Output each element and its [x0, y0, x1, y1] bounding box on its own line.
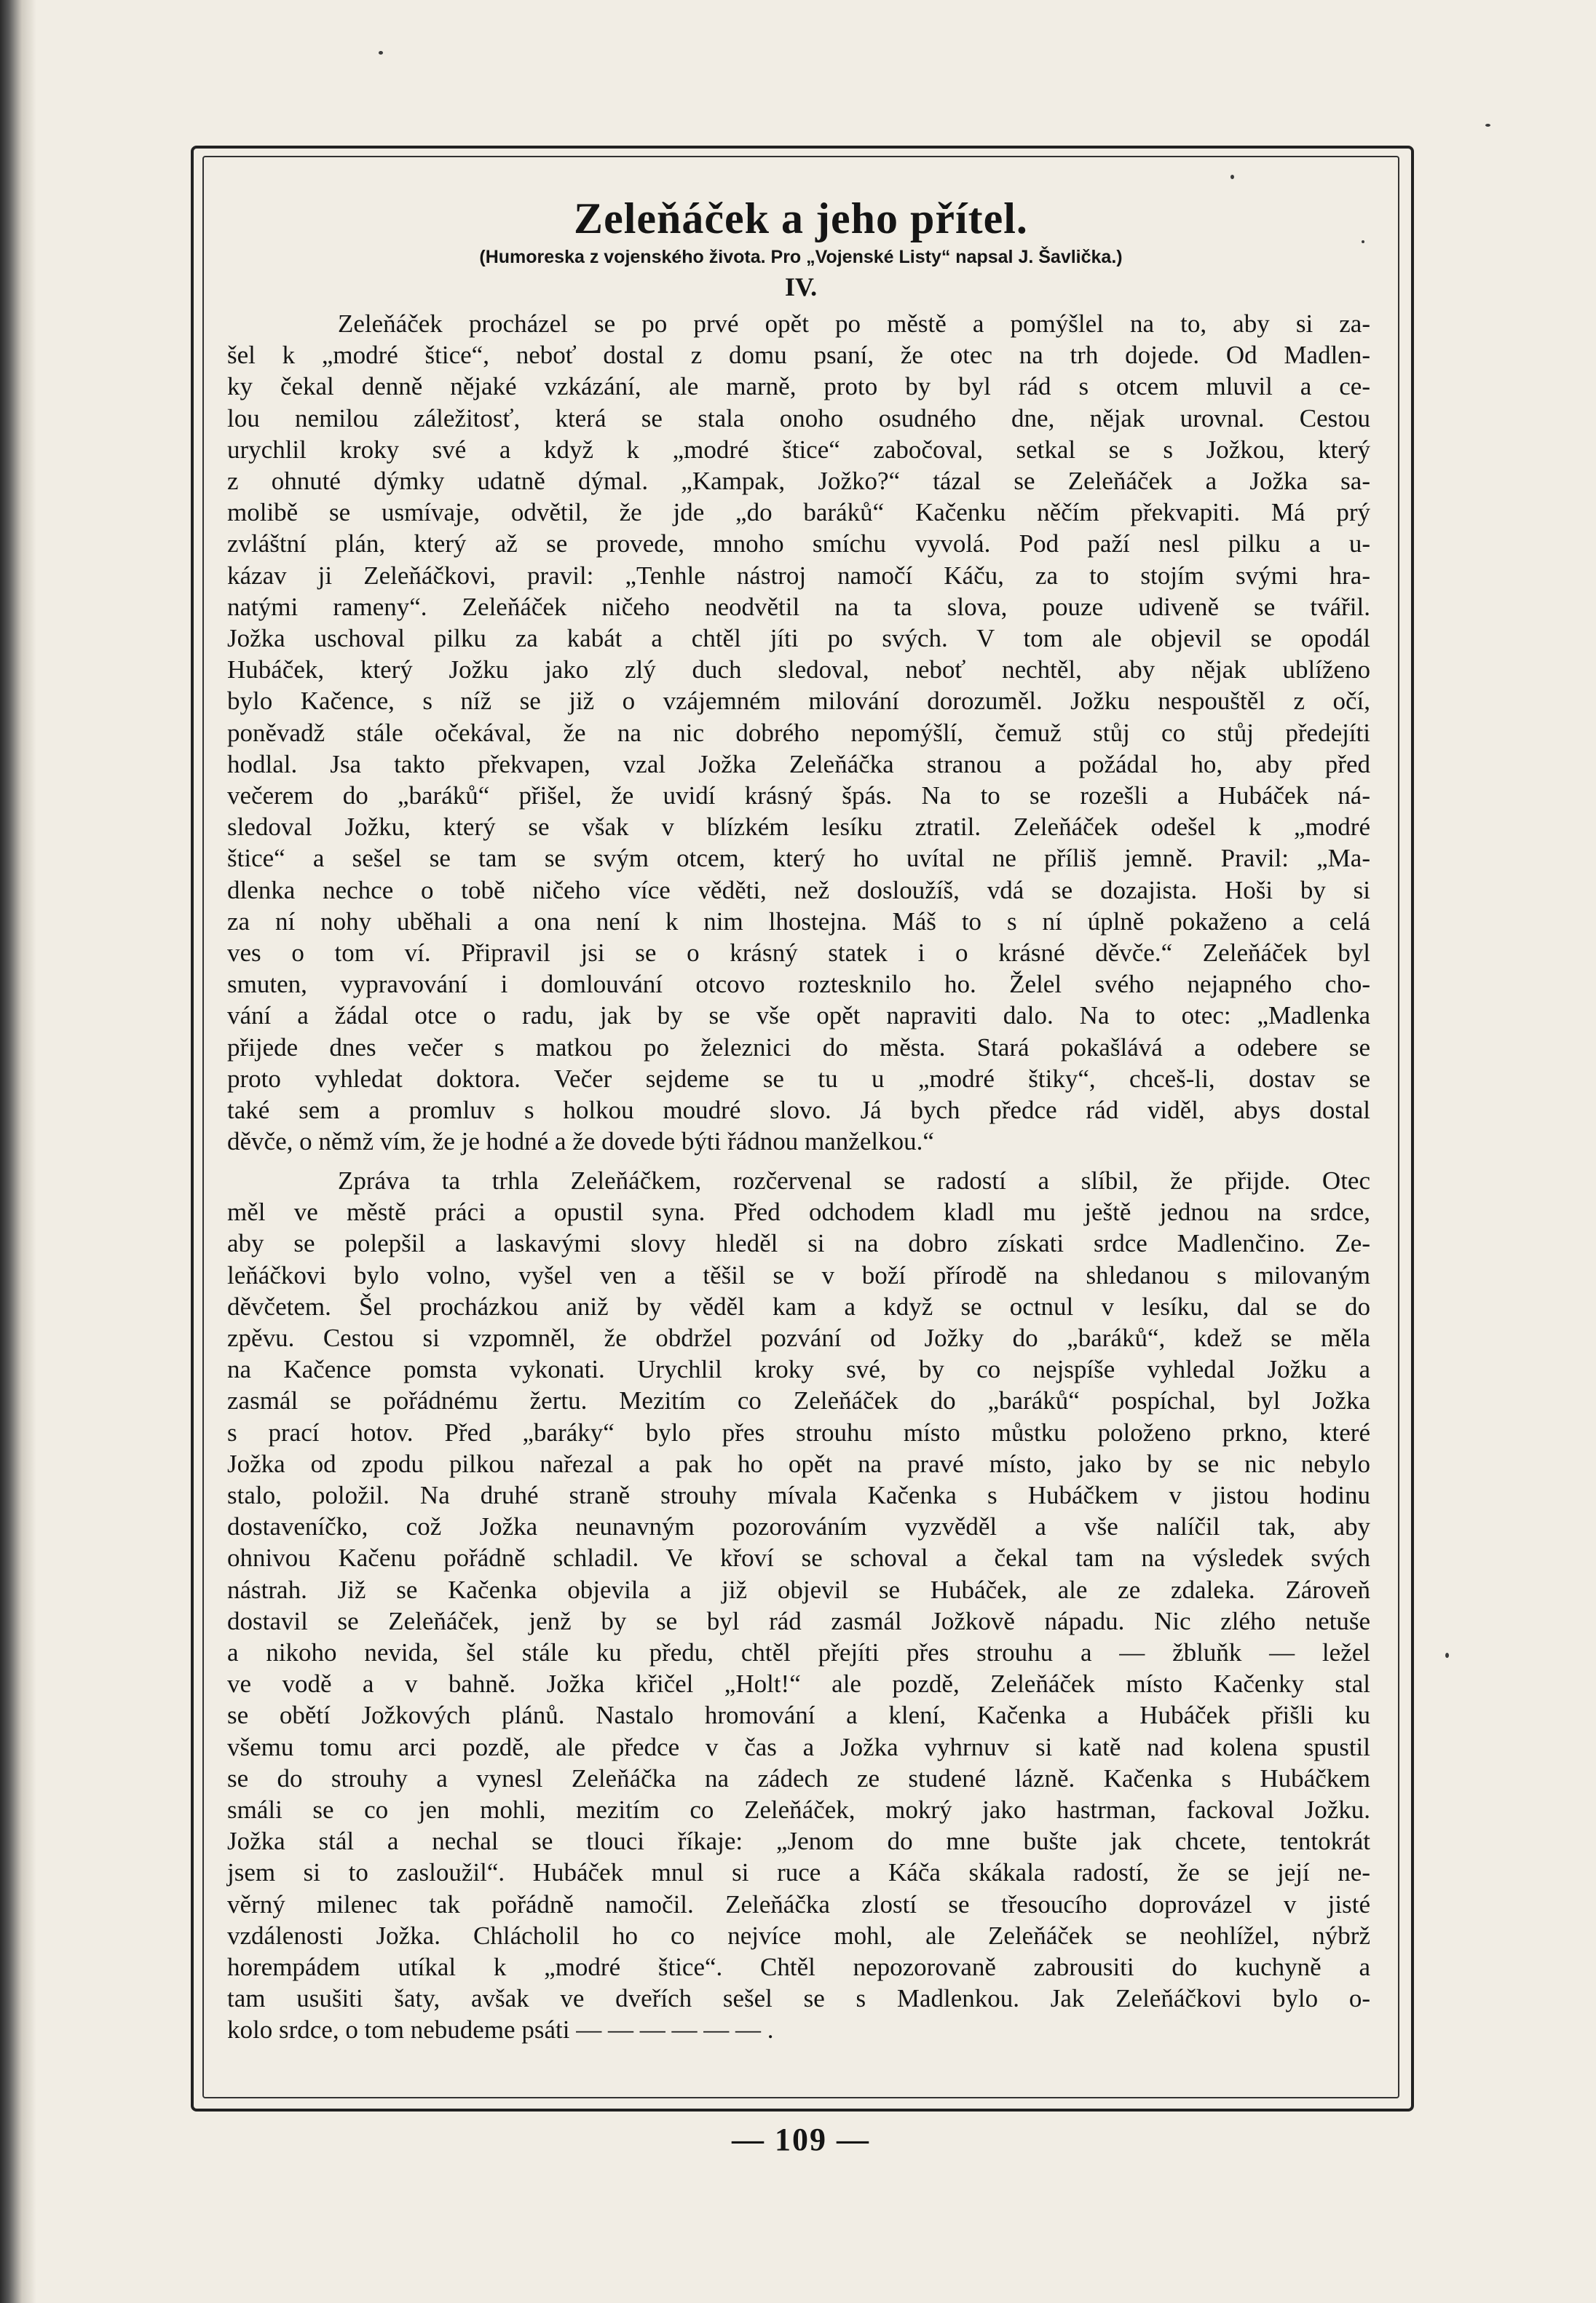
text-line: smáli se co jen mohli, mezitím co Zeleňáček, mokrý jako hastrman, fackoval Jožku.	[227, 1796, 1370, 1825]
text-line: zvláštní plán, který až se provede, mnoho smíchu vyvolá. Pod paží nesl pilku a u-	[227, 529, 1370, 558]
text-line: Zeleňáček procházel se po prvé opět po městě a pomýšlel na to, aby si za-	[338, 309, 1370, 338]
text-line: děvčetem. Šel procházkou aniž by věděl kam a když se octnul v lesíku, dal se do	[227, 1292, 1370, 1321]
text-line: na Kačence pomsta vykonati. Urychlil kroky své, by co nejspíše vyhledal Jožku a	[227, 1355, 1370, 1384]
text-line: přijede dnes večer s matkou po železnici do města. Stará pokašlává a odebere se	[227, 1032, 1370, 1062]
scan-speck	[379, 51, 383, 55]
text-line: za ní nohy uběhali a ona není k nim lhostejna. Máš to s ní úplně pokaženo a celá	[227, 906, 1370, 936]
text-line: leňáčkovi bylo volno, vyšel ven a těšil se v boží přírodě na shledanou s milovaným	[227, 1260, 1370, 1289]
text-line: bylo Kačence, s níž se již o vzájemném milování dorozuměl. Jožku nespouštěl z očí,	[227, 687, 1370, 716]
text-line: se obětí Jožkových plánů. Nastalo hromování a klení, Kačenka a Hubáček přišli ku	[227, 1701, 1370, 1730]
text-line: kolo srdce, o tom nebudeme psáti — — — — — — .	[227, 2015, 774, 2045]
text-line: a nikoho nevida, šel stále ku předu, chtěl přejíti přes strouhu a — žbluňk — ležel	[227, 1638, 1370, 1667]
text-line: jsem si to zasloužil“. Hubáček mnul si ruce a Káča skákala radostí, že se její ne-	[227, 1858, 1370, 1887]
text-line: natými rameny“. Zeleňáček ničeho neodvětil na ta slova, pouze udiveně se tvářil.	[227, 592, 1370, 621]
text-line: Zpráva ta trhla Zeleňáčkem, rozčervenal se radostí a slíbil, že přijde. Otec	[338, 1166, 1370, 1195]
text-line: dlenka nechce o tobě ničeho více věděti, než dosloužíš, vdá se dozajista. Hoši by si	[227, 875, 1370, 904]
text-line: lou nemilou záležitosť, která se stala onoho osudného dne, nějak urovnal. Cestou	[227, 403, 1370, 432]
text-line: štice“ a sešel se tam se svým otcem, který ho uvítal ne příliš jemně. Pravil: „Ma-	[227, 844, 1370, 873]
text-line: zpěvu. Cestou si vzpomněl, že obdržel pozvání od Jožky do „baráků“, kdež se měla	[227, 1324, 1370, 1353]
text-line: aby se polepšil a laskavými slovy hleděl si na dobro získati srdce Madlenčino. Ze-	[227, 1229, 1370, 1258]
chapter-number: IV.	[784, 272, 818, 301]
paragraph-1	[227, 308, 1370, 1157]
article-subtitle: (Humoreska z vojenského života. Pro „Vojenské Listy“ napsal J. Šavlička.)	[479, 247, 1123, 267]
text-line: ohnivou Kačenu pořádně schladil. Ve křoví se schoval a čekal tam na výsledek svých	[227, 1544, 1370, 1573]
text-line: nástrah. Již se Kačenka objevila a již objevil se Hubáček, ale ze zdaleka. Zároveň	[227, 1575, 1370, 1604]
text-line: poněvadž stále očekával, že na nic dobrého nepomýšlí, čemuž stůj co stůj předejíti	[227, 718, 1370, 747]
scan-binding-edge	[0, 0, 36, 2303]
text-line: kázav ji Zeleňáčkovi, pravil: „Tenhle nástroj namočí Káču, za to stojím svými hra-	[227, 561, 1370, 590]
text-line: měl ve městě práci a opustil syna. Před odchodem kladl mu ještě jednou na srdce,	[227, 1198, 1370, 1227]
text-line: stalo, položil. Na druhé straně strouhy mívala Kačenka s Hubáčkem v jistou hodinu	[227, 1481, 1370, 1510]
text-line: šel k „modré štice“, neboť dostal z domu psaní, že otec na trh dojede. Od Madlen-	[227, 341, 1370, 370]
text-line: věrný milenec tak pořádně namočil. Zeleňáčka zlostí se třesoucího doprovázel v jisté	[227, 1889, 1370, 1919]
text-line: Jožka uschoval pilku za kabát a chtěl jíti po svých. V tom ale objevil se opodál	[227, 624, 1370, 653]
text-line: Hubáček, který Jožku jako zlý duch sledoval, neboť nechtěl, aby nějak ublíženo	[227, 655, 1370, 684]
text-line: z ohnuté dýmky udatně dýmal. „Kampak, Jožko?“ tázal se Zeleňáček a Jožka sa-	[227, 467, 1370, 496]
text-line: zasmál se pořádnému žertu. Mezitím co Zeleňáček do „baráků“ pospíchal, byl Jožka	[227, 1386, 1370, 1415]
text-line: ky čekal denně nějaké vzkázání, ale marně, proto by byl rád s otcem mluvil a ce-	[227, 372, 1370, 401]
text-line: hodlal. Jsa takto překvapen, vzal Jožka Zeleňáčka stranou a požádal ho, aby před	[227, 749, 1370, 778]
text-line: večerem do „baráků“ přišel, že uvidí krásný špás. Na to se rozešli a Hubáček ná-	[227, 781, 1370, 810]
text-line: smuten, vypravování i domlouvání otcovo roztesknilo ho. Želel svého nejapného cho-	[227, 970, 1370, 999]
text-line: tam usušiti šaty, avšak ve dveřích sešel se s Madlenkou. Jak Zeleňáčkovi bylo o-	[227, 1984, 1370, 2013]
text-line: sledoval Jožku, který se však v blízkém lesíku ztratil. Zeleňáček odešel k „modré	[227, 813, 1370, 842]
scan-speck	[1445, 1653, 1449, 1658]
text-line: všemu tomu arci pozdě, ale předce v čas a Jožka vyhrnuv si katě nad kolena spustil	[227, 1732, 1370, 1761]
text-line: ves o tom ví. Připravil jsi se o krásný statek i o krásné děvče.“ Zeleňáček byl	[227, 939, 1370, 968]
article-title: Zeleňáček a jeho přítel.	[574, 194, 1028, 242]
page-number: — 109 —	[732, 2122, 870, 2157]
text-line: vání a žádal otce o radu, jak by se vše opět napraviti dalo. Na to otec: „Madlenka	[227, 1001, 1370, 1030]
paragraph-2	[227, 1165, 1370, 2046]
text-line: vzdálenosti Jožka. Chlácholil ho co nejvíce mohl, ale Zeleňáček se neohlížel, nýbrž	[227, 1921, 1370, 1950]
scan-speck	[1485, 124, 1490, 127]
text-line: molibě se usmívaje, odvětil, že jde „do baráků“ Kačenku něčím překvapiti. Má prý	[227, 498, 1370, 527]
text-line: se do strouhy a vynesl Zeleňáčka na zádech ze studené lázně. Kačenka s Hubáčkem	[227, 1763, 1370, 1793]
text-line: dostaveníčko, což Jožka neunavným pozorováním vyzvěděl a vše nalíčil tak, aby	[227, 1512, 1370, 1541]
text-line: také sem a promluv s holkou moudré slovo. Já bych předce rád viděl, abys dostal	[227, 1096, 1370, 1125]
text-line: urychlil kroky své a když k „modré štice“ zabočoval, setkal se s Jožkou, který	[227, 435, 1370, 464]
text-line: s prací hotov. Před „baráky“ bylo přes strouhu místo můstku položeno prkno, které	[227, 1418, 1370, 1447]
text-line: Jožka od zpodu pilkou nařezal a pak ho opět na pravé místo, jako by se nic nebylo	[227, 1449, 1370, 1478]
text-line: dostavil se Zeleňáček, jenž by se byl rád zasmál Jožkově nápadu. Nic zlého netuše	[227, 1606, 1370, 1635]
text-line: ve vodě a v bahně. Jožka křičel „Holt!“ ale pozdě, Zeleňáček místo Kačenky stal	[227, 1670, 1370, 1699]
text-line: děvče, o němž vím, že je hodné a že dovede býti řádnou manželkou.“	[227, 1127, 934, 1156]
text-line: horempádem utíkal k „modré štice“. Chtěl nepozorovaně zabrousiti do kuchyně a	[227, 1953, 1370, 1982]
text-line: Jožka stál a nechal se tlouci říkaje: „Jenom do mne bušte jak chcete, tentokrát	[227, 1827, 1370, 1856]
text-line: proto vyhledat doktora. Večer sejdeme se tu u „modré štiky“, chceš-li, dostav se	[227, 1064, 1370, 1093]
